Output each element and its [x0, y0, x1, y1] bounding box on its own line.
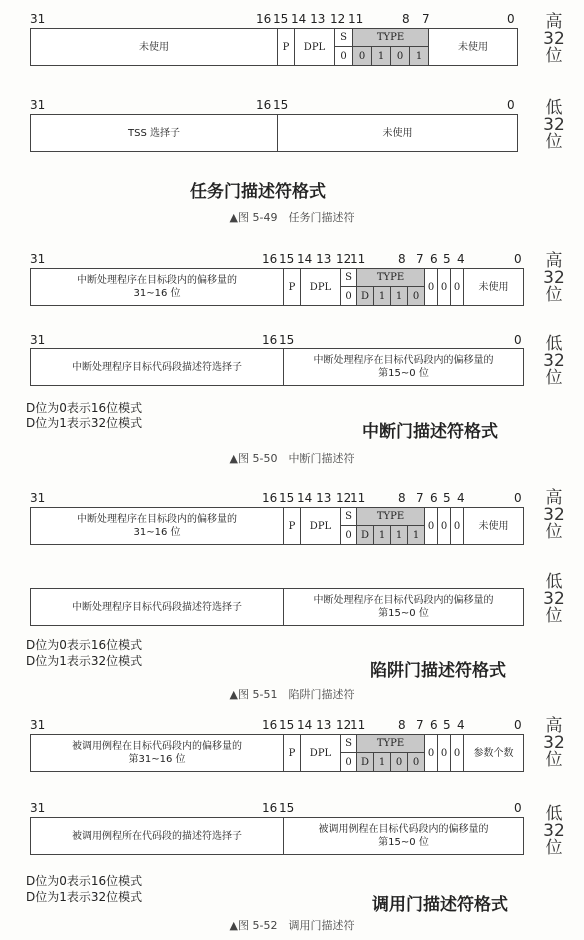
call-low-dword — [30, 817, 524, 855]
bit-label: 16 — [262, 252, 278, 266]
type-field — [357, 735, 425, 771]
bit-label: 15 — [273, 12, 289, 26]
offset-low-field: 中断处理程序在目标代码段内的偏移量的 第15~0 位 — [313, 355, 494, 379]
bit-label: 16 — [262, 718, 278, 732]
d-bit-note: D位为1表示32位模式 — [26, 416, 143, 430]
figure-caption: ▲图 5-49 任务门描述符 — [229, 211, 355, 224]
type-field — [353, 29, 429, 65]
type-bit: 1 — [391, 287, 408, 305]
offset-low-field: 被调用例程在目标代码段内的偏移量的 第15~0 位 — [318, 824, 489, 848]
s-label: S — [341, 508, 356, 526]
zero-bit: 0 — [425, 508, 438, 544]
offset-high-field: 被调用例程在目标代码段内的偏移量的 第31~16 位 — [31, 735, 284, 771]
low-32-label: 低 32 位 — [543, 572, 565, 626]
zero-bit: 0 — [451, 735, 464, 771]
d-bit: D — [357, 526, 374, 544]
type-bit: 1 — [374, 526, 391, 544]
bit-label: 8 — [398, 252, 406, 266]
zero-bit: 0 — [425, 269, 438, 305]
selector-field: 中断处理程序目标代码段描述符选择子 — [31, 589, 284, 625]
unused-field: 未使用 — [382, 127, 413, 139]
bit-label: 4 — [457, 718, 465, 732]
s-label: S — [341, 269, 356, 287]
bit-label: 15 — [279, 252, 295, 266]
type-bit: 1 — [374, 753, 391, 771]
bit-label: 8 — [398, 491, 406, 505]
type-field — [357, 508, 425, 544]
dpl-field: DPL — [301, 508, 341, 544]
bit-label: 0 — [514, 491, 522, 505]
bit-label: 16 — [256, 12, 272, 26]
bit-label: 15 — [279, 718, 295, 732]
bit-label: 0 — [514, 333, 522, 347]
interrupt-high-dword — [30, 268, 524, 306]
bit-label: 12 — [336, 491, 352, 505]
type-field — [357, 269, 425, 305]
type-bit: 1 — [372, 47, 391, 65]
type-label: TYPE — [353, 29, 428, 47]
bit-label: 0 — [507, 98, 515, 112]
type-label: TYPE — [357, 735, 424, 753]
selector-field: 中断处理程序目标代码段描述符选择子 — [31, 349, 284, 385]
unused-field: 未使用 — [458, 41, 488, 53]
s-label: S — [335, 29, 352, 47]
d-bit-note: D位为1表示32位模式 — [26, 890, 143, 904]
bit-label: 11 — [350, 491, 366, 505]
bit-label: 7 — [422, 12, 430, 26]
bit-label: 14 13 — [297, 252, 332, 266]
bit-label: 8 — [402, 12, 410, 26]
zero-bit: 0 — [425, 735, 438, 771]
task-low-dword — [30, 114, 518, 152]
trap-low-dword — [30, 588, 524, 626]
bit-label: 12 — [336, 718, 352, 732]
s-label: S — [341, 735, 356, 753]
bit-label: 15 — [279, 801, 295, 815]
bit-label: 0 — [514, 252, 522, 266]
s-bit: 0 — [340, 50, 347, 62]
bit-label: 7 — [416, 718, 424, 732]
bit-label: 11 — [348, 12, 364, 26]
d-bit-note: D位为1表示32位模式 — [26, 654, 143, 668]
bit-label: 4 — [457, 491, 465, 505]
offset-high-field: 中断处理程序在目标段内的偏移量的 31~16 位 — [31, 269, 284, 305]
bit-label: 14 13 — [297, 718, 332, 732]
zero-bit: 0 — [451, 508, 464, 544]
selector-field: 被调用例程所在代码段的描述符选择子 — [31, 818, 284, 854]
low-32-label: 低 32 位 — [543, 804, 565, 858]
bit-label: 14 13 — [297, 491, 332, 505]
type-bit: 1 — [391, 526, 408, 544]
task-high-dword — [30, 28, 518, 66]
d-bit: D — [357, 287, 374, 305]
figure-caption: ▲图 5-52 调用门描述符 — [229, 919, 355, 932]
bit-label: 11 — [350, 252, 366, 266]
trap-high-dword — [30, 507, 524, 545]
d-bit-note: D位为0表示16位模式 — [26, 401, 143, 415]
bit-label: 5 — [443, 491, 451, 505]
figure-title: 陷阱门描述符格式 — [370, 661, 506, 681]
bit-label: 31 — [30, 98, 46, 112]
s-bit: 0 — [345, 756, 352, 768]
s-field — [341, 269, 357, 305]
bit-label: 0 — [514, 801, 522, 815]
bit-label: 0 — [514, 718, 522, 732]
p-field: P — [284, 735, 301, 771]
type-bit: 0 — [391, 753, 408, 771]
d-bit: D — [357, 753, 374, 771]
low-32-label: 低 32 位 — [543, 98, 565, 152]
bit-label: 31 — [30, 801, 46, 815]
bit-label: 16 — [262, 801, 278, 815]
bit-label: 14 13 — [291, 12, 326, 26]
bit-label: 7 — [416, 491, 424, 505]
zero-bit: 0 — [451, 269, 464, 305]
bit-label: 12 — [336, 252, 352, 266]
bit-label: 31 — [30, 333, 46, 347]
bit-label: 31 — [30, 252, 46, 266]
s-bit: 0 — [345, 529, 352, 541]
zero-bit: 0 — [438, 508, 451, 544]
p-field: P — [284, 269, 301, 305]
d-bit-note: D位为0表示16位模式 — [26, 874, 143, 888]
bit-label: 6 — [430, 718, 438, 732]
bit-label: 6 — [430, 252, 438, 266]
type-bit: 1 — [374, 287, 391, 305]
type-bit: 1 — [415, 50, 423, 62]
bit-label: 12 — [330, 12, 346, 26]
bit-label: 8 — [398, 718, 406, 732]
low-32-label: 低 32 位 — [543, 334, 565, 388]
bit-label: 16 — [262, 333, 278, 347]
bit-label: 15 — [279, 333, 295, 347]
bit-label: 15 — [273, 98, 289, 112]
type-label: TYPE — [357, 269, 424, 287]
bit-label: 31 — [30, 12, 46, 26]
dpl-field: DPL — [301, 269, 341, 305]
param-count-field: 参数个数 — [473, 747, 514, 759]
figure-caption: ▲图 5-50 中断门描述符 — [229, 452, 355, 465]
type-bit: 0 — [353, 47, 372, 65]
type-bit: 0 — [412, 290, 420, 302]
high-32-label: 高 32 位 — [543, 716, 565, 770]
offset-high-field: 中断处理程序在目标段内的偏移量的 31~16 位 — [31, 508, 284, 544]
bit-label: 5 — [443, 718, 451, 732]
tss-selector-field: TSS 选择子 — [31, 115, 278, 151]
type-bit: 1 — [412, 529, 420, 541]
bit-label: 31 — [30, 491, 46, 505]
s-bit: 0 — [345, 290, 352, 302]
unused-field: 未使用 — [478, 520, 509, 532]
dpl-field: DPL — [301, 735, 341, 771]
figure-title: 调用门描述符格式 — [372, 895, 508, 915]
p-field: P — [278, 29, 295, 65]
figure-caption: ▲图 5-51 陷阱门描述符 — [229, 688, 355, 701]
zero-bit: 0 — [438, 269, 451, 305]
bit-label: 11 — [350, 718, 366, 732]
s-field — [341, 508, 357, 544]
s-field — [341, 735, 357, 771]
high-32-label: 高 32 位 — [543, 488, 565, 542]
bit-label: 5 — [443, 252, 451, 266]
bit-label: 0 — [507, 12, 515, 26]
bit-label: 6 — [430, 491, 438, 505]
type-bit: 0 — [412, 756, 420, 768]
p-field: P — [284, 508, 301, 544]
d-bit-note: D位为0表示16位模式 — [26, 638, 143, 652]
type-bit: 0 — [391, 47, 410, 65]
bit-label: 15 — [279, 491, 295, 505]
figure-title: 中断门描述符格式 — [362, 422, 498, 442]
zero-bit: 0 — [438, 735, 451, 771]
call-high-dword — [30, 734, 524, 772]
type-label: TYPE — [357, 508, 424, 526]
high-32-label: 高 32 位 — [543, 12, 565, 66]
bit-label: 7 — [416, 252, 424, 266]
bit-label: 4 — [457, 252, 465, 266]
unused-field: 未使用 — [478, 281, 509, 293]
bit-label: 16 — [262, 491, 278, 505]
dpl-field: DPL — [295, 29, 335, 65]
s-field — [335, 29, 353, 65]
high-32-label: 高 32 位 — [543, 251, 565, 305]
offset-low-field: 中断处理程序在目标代码段内的偏移量的 第15~0 位 — [313, 595, 494, 619]
figure-title: 任务门描述符格式 — [190, 182, 326, 202]
unused-field: 未使用 — [31, 29, 278, 65]
interrupt-low-dword — [30, 348, 524, 386]
bit-label: 31 — [30, 718, 46, 732]
bit-label: 16 — [256, 98, 272, 112]
